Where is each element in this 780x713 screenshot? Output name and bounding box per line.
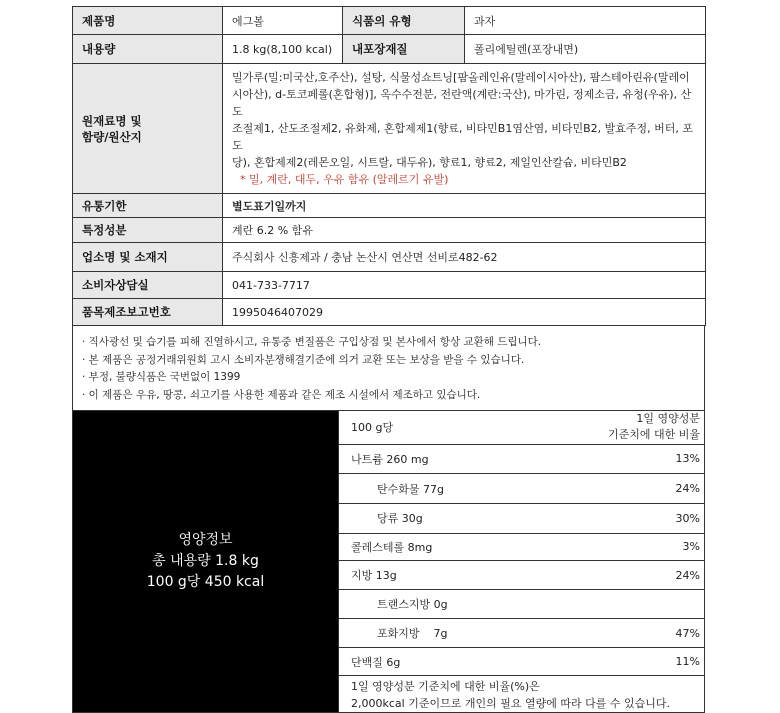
- nutrient-name: 콜레스테롤 8mg: [351, 540, 433, 554]
- note-line: · 직사광선 및 습기를 피해 진열하시고, 유통중 변질품은 구입상점 및 본사에서 항상 교환해 드립니다.: [82, 336, 542, 348]
- header-right-line2: 기준치에 대한 비율: [607, 428, 700, 442]
- nutrient-percent: 11%: [675, 655, 700, 669]
- nutrition-summary: [73, 411, 338, 712]
- nutrient-name: 나트륨 260 mg: [351, 452, 429, 466]
- special-value: 계란 6.2 % 함유: [223, 218, 706, 243]
- note-line: · 본 제품은 공정거래위원회 고시 소비자분쟁해결기준에 의거 교환 또는 보상을 받을 수 있습니다.: [82, 353, 525, 366]
- allergy-warning: * 밀, 계란, 대두, 우유 함유 (알레르기 유발): [240, 173, 449, 186]
- maker-value: 주식회사 신흥제과 / 충남 논산시 연산면 선비로482-62: [223, 243, 706, 272]
- content-label: 내용량: [73, 35, 223, 64]
- nutrient-row: [338, 648, 704, 676]
- food-label-sheet: [72, 6, 705, 713]
- nutrition-title: 영양정보: [178, 532, 233, 548]
- expiry-label: 유통기한: [73, 194, 223, 218]
- product-name-label: 제품명: [73, 7, 223, 35]
- maker-label: 업소명 및 소재지: [73, 243, 223, 272]
- nutrient-percent: 13%: [675, 452, 700, 466]
- nutrition-header-right: [608, 411, 700, 443]
- report-label: 품목제조보고번호: [73, 299, 223, 326]
- product-info-table: [72, 6, 706, 326]
- header-right-line1: 1일 영양성분: [636, 412, 700, 426]
- nutrient-percent: 3%: [682, 540, 700, 554]
- row-special: [73, 218, 706, 243]
- nutrition-facts: [72, 411, 705, 713]
- content-value: 1.8 kg(8,100 kcal): [223, 35, 343, 64]
- ingredients-line: 조절제1, 산도조절제2, 유화제, 혼합제제1(향료, 비타민B1염산염, 비타민B2, 발효주정, 버터, 포도: [232, 122, 693, 152]
- note-line: · 부정, 불량식품은 국번없이 1399: [82, 371, 241, 383]
- nutrient-name: 지방 13g: [351, 569, 397, 583]
- product-name: 에그볼: [223, 7, 343, 35]
- ingredients-label: [73, 64, 223, 194]
- ingredients-line: 밀가루(밀:미국산,호주산), 설탕, 식물성쇼트닝[팜올레인유(말레이시아산), 팜스테아린유(말레이: [232, 71, 690, 84]
- ingredients-label-line1: 원재료명 및: [82, 113, 142, 128]
- special-label: 특정성분: [73, 218, 223, 243]
- expiry-value: 별도표기일까지: [223, 194, 706, 218]
- row-expiry: [73, 194, 706, 218]
- nutrient-row: [338, 619, 704, 649]
- consumer-value: 041-733-7717: [223, 272, 706, 299]
- nutrient-percent: 47%: [675, 626, 700, 640]
- packaging-value: 폴리에틸렌(포장내면): [465, 35, 706, 64]
- nutrient-row: [338, 445, 704, 475]
- row-maker: [73, 243, 706, 272]
- row-content: [73, 35, 706, 64]
- nutrient-percent: 24%: [675, 482, 700, 496]
- note-line: · 이 제품은 우유, 땅콩, 쇠고기를 사용한 제품과 같은 제조 시설에서 제조하고 있습니다.: [82, 388, 481, 401]
- nutrient-row: [338, 534, 704, 562]
- consumer-label: 소비자상담실: [73, 272, 223, 299]
- footnote-line1: 1일 영양성분 기준치에 대한 비율(%)은: [351, 680, 540, 694]
- nutrient-name: 단백질 6g: [351, 655, 401, 669]
- ingredients-value: [223, 64, 706, 194]
- nutrition-table: [338, 411, 704, 712]
- row-ingredients: [73, 64, 706, 194]
- nutrient-row: [338, 561, 704, 590]
- notes-box: [72, 326, 705, 411]
- nutrient-name: 포화지방 7g: [377, 627, 448, 640]
- row-product-name: [73, 7, 706, 35]
- nutrient-row: [338, 504, 704, 534]
- ingredients-label-line2: 함량/원산지: [82, 129, 142, 144]
- nutrient-row: [338, 474, 704, 504]
- nutrition-header: [338, 411, 704, 445]
- nutrient-percent: 24%: [675, 568, 700, 582]
- nutrient-percent: 30%: [675, 511, 700, 525]
- ingredients-line: 당), 혼합제제2(레몬오일, 시트랄, 대두유), 향료1, 향료2, 제일인산칼슘, 비타민B2: [232, 156, 627, 169]
- nutrition-per100: 100 g당 450 kcal: [146, 574, 265, 590]
- nutrient-name: 탄수화물 77g: [377, 482, 444, 496]
- nutrition-total: 총 내용량 1.8 kg: [152, 553, 259, 569]
- footnote-line2: 2,000kcal 기준이므로 개인의 필요 열량에 따라 다를 수 있습니다.: [351, 697, 670, 711]
- row-consumer: [73, 272, 706, 299]
- nutrient-row: [338, 590, 704, 619]
- nutrient-name: 당류 30g: [377, 512, 423, 526]
- food-type-label: 식품의 유형: [343, 7, 465, 35]
- food-type: 과자: [465, 7, 706, 35]
- packaging-label: 내포장재질: [343, 35, 465, 64]
- row-report: [73, 299, 706, 326]
- nutrition-basis: 100 g당: [351, 421, 394, 435]
- report-value: 1995046407029: [223, 299, 706, 326]
- ingredients-line: 시아산), d-토코페롤(혼합형)], 옥수수전분, 전란액(계란:국산), 마가린, 정제소금, 유청(우유), 산도: [232, 88, 692, 118]
- nutrient-name: 트랜스지방 0g: [377, 597, 448, 611]
